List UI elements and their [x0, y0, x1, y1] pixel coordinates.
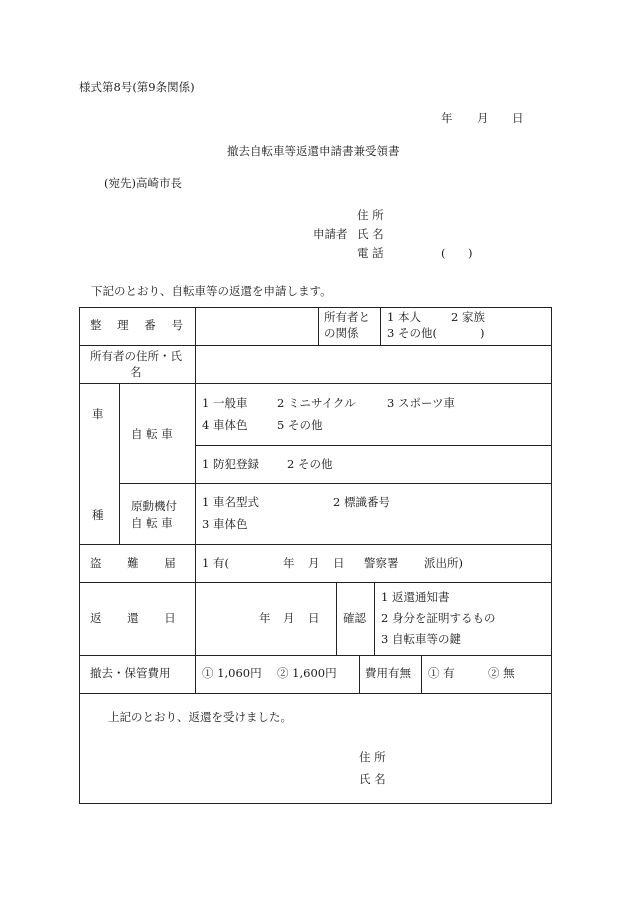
return-date-label: 返 還 日	[90, 611, 176, 625]
motorized-option: 2 標識番号	[333, 495, 390, 509]
return-year: 年	[259, 611, 271, 625]
theft-police: 警察署	[364, 556, 399, 570]
col-line	[195, 307, 196, 693]
motorized-option: 1 車名型式	[202, 495, 259, 509]
registration-option: 2 その他	[287, 457, 333, 471]
owner-relation-label: 所有者と	[324, 310, 370, 324]
confirm-label: 確認	[343, 611, 366, 625]
col-line	[119, 383, 120, 544]
confirm-option: 1 返還通知書	[381, 590, 450, 604]
bicycle-option: 5 その他	[277, 418, 323, 432]
date-day: 日	[512, 111, 524, 125]
relation-option: 1 本人	[387, 310, 421, 324]
date-year: 年	[441, 111, 453, 125]
theft-year: 年	[283, 556, 295, 570]
col-line	[374, 582, 375, 655]
applicant-address-label: 住 所	[357, 208, 384, 222]
row-line	[195, 445, 552, 446]
bicycle-option: 3 スポーツ車	[387, 396, 456, 410]
registration-option: 1 防犯登録	[202, 457, 259, 471]
theft-report-label: 盗 難 届	[90, 556, 176, 570]
phone-paren-open: (	[441, 246, 446, 260]
row-line	[79, 544, 552, 545]
fee-option: ② 1,600円	[277, 666, 337, 680]
theft-koban: 派出所)	[424, 556, 463, 570]
applicant-phone-label: 電 話	[357, 246, 384, 260]
fee-status-option: ① 有	[428, 666, 455, 680]
relation-option: )	[480, 326, 485, 340]
document-title: 撤去自転車等返還申請書兼受領書	[227, 144, 400, 158]
bicycle-option: 1 一般車	[202, 396, 248, 410]
receipt-name-label: 氏 名	[359, 772, 386, 786]
row-line	[79, 383, 552, 384]
relation-option: 2 家族	[451, 310, 485, 324]
motorized-bicycle-label: 自 転 車	[131, 516, 173, 530]
bicycle-option: 2 ミニサイクル	[277, 396, 356, 410]
motorized-bicycle-label: 原動機付	[131, 499, 177, 513]
row-line	[79, 582, 552, 583]
date-month: 月	[477, 111, 489, 125]
relation-option: 3 その他(	[387, 326, 437, 340]
theft-option: 1 有(	[202, 556, 229, 570]
bicycle-label: 自 転 車	[131, 427, 173, 441]
receipt-statement: 上記のとおり、返還を受けました。	[108, 710, 292, 724]
addressee: (宛先)高崎市長	[104, 176, 182, 190]
row-line	[79, 345, 552, 346]
return-day: 日	[308, 611, 320, 625]
receipt-address-label: 住 所	[359, 750, 386, 764]
motorized-option: 3 車体色	[202, 517, 248, 531]
row-line	[79, 693, 552, 694]
col-line	[380, 307, 381, 345]
confirm-option: 3 自転車等の鍵	[381, 632, 461, 646]
col-line	[336, 582, 337, 655]
owner-address-value[interactable]	[197, 347, 550, 381]
bicycle-option: 4 車体色	[202, 418, 248, 432]
fee-label: 撤去・保管費用	[90, 666, 171, 680]
owner-address-label: 名	[130, 365, 142, 379]
row-line	[119, 483, 552, 484]
col-line	[359, 655, 360, 693]
confirm-option: 2 身分を証明するもの	[381, 611, 496, 625]
owner-address-label: 所有者の住所・氏	[90, 349, 182, 363]
row-line	[79, 655, 552, 656]
form-number: 様式第8号(第9条関係)	[79, 80, 195, 94]
fee-option: ① 1,060円	[202, 666, 262, 680]
phone-paren-close: )	[468, 246, 473, 260]
management-number-value[interactable]	[197, 309, 316, 343]
col-line	[421, 655, 422, 693]
fee-status-option: ② 無	[488, 666, 515, 680]
intro-text: 下記のとおり、自転車等の返還を申請します。	[91, 284, 332, 298]
applicant-name-label: 氏 名	[357, 227, 384, 241]
theft-day: 日	[333, 556, 345, 570]
col-line	[318, 307, 319, 345]
fee-status-label: 費用有無	[365, 666, 411, 680]
theft-month: 月	[308, 556, 320, 570]
vehicle-kind-label: 種	[92, 508, 104, 522]
return-month: 月	[283, 611, 295, 625]
owner-relation-label: の関係	[324, 326, 359, 340]
applicant-label: 申請者	[313, 227, 348, 241]
vehicle-kind-label: 車	[92, 407, 104, 421]
management-number-label: 整 理 番 号	[90, 318, 183, 332]
